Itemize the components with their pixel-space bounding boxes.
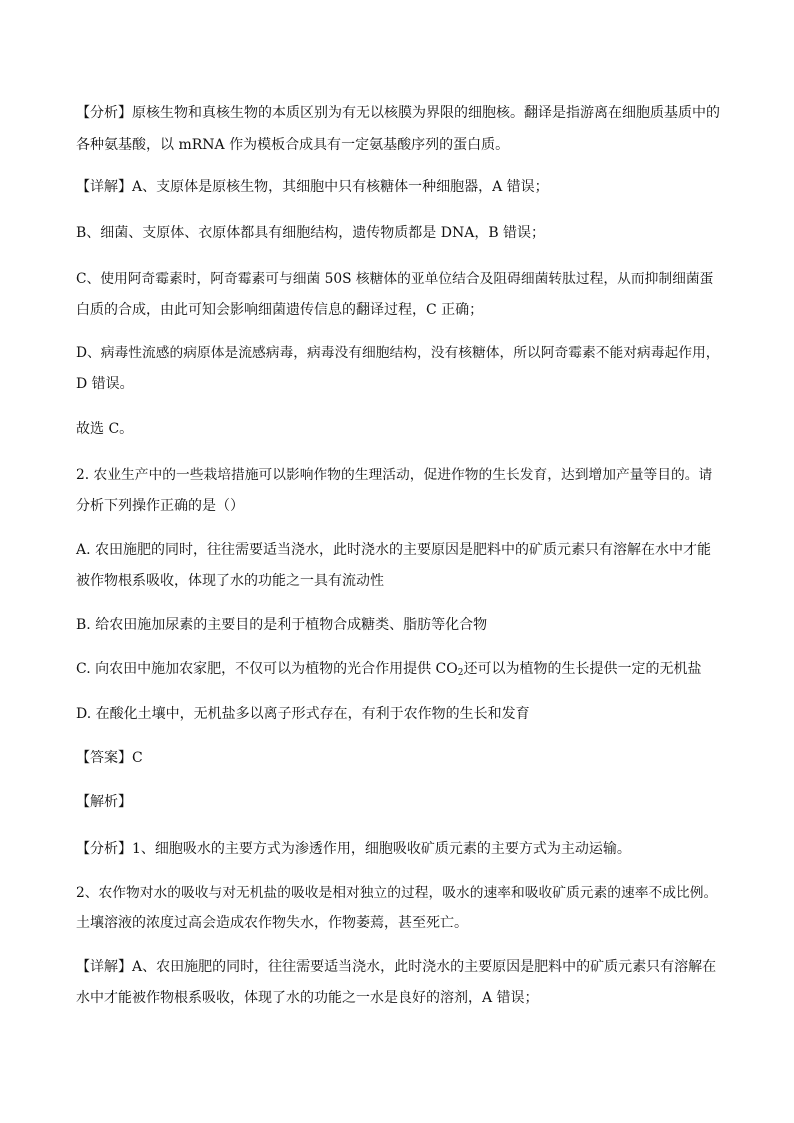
option-a-line-1: A. 农田施肥的同时，往往需要适当浇水，此时浇水的主要原因是肥料中的矿质元素只有溶解在水中才能 xyxy=(76,542,712,558)
detail-2-line-1: 【详解】A、农田施肥的同时，往往需要适当浇水，此时浇水的主要原因是肥料中的矿质元素只有溶解在 xyxy=(76,959,717,975)
option-c-subscript: 2 xyxy=(457,668,464,678)
question-2-line-2: 分析下列操作正确的是（） xyxy=(76,498,244,514)
option-a-line-2: 被作物根系吸收，体现了水的功能之一具有流动性 xyxy=(76,573,384,589)
option-b-line: B. 给农田施加尿素的主要目的是利于植物合成糖类、脂肪等化合物 xyxy=(76,617,488,633)
detail-c-line-1: C、使用阿奇霉素时，阿奇霉素可与细菌 50S 核糖体的亚单位结合及阻碍细菌转肽过程，从而抑制细菌蛋 xyxy=(76,271,714,287)
detail-d-line-1: D、病毒性流感的病原体是流感病毒，病毒没有细胞结构，没有核糖体，所以阿奇霉素不能对病毒起作用， xyxy=(76,345,720,361)
detail-c-line-2: 白质的合成，由此可知会影响细菌遗传信息的翻译过程，C 正确； xyxy=(76,302,484,318)
choose-line: 故选 C。 xyxy=(76,421,134,437)
detail-2-line-2: 水中才能被作物根系吸收，体现了水的功能之一水是良好的溶剂，A 错误； xyxy=(76,990,539,1006)
option-d-line: D. 在酸化土壤中，无机盐多以离子形式存在，有利于农作物的生长和发育 xyxy=(76,706,530,722)
detail-b-line: B、细菌、支原体、衣原体都具有细胞结构，遗传物质都是 DNA，B 错误； xyxy=(76,225,546,241)
analysis-2b-line-2: 土壤溶液的浓度过高会造成农作物失水，作物萎蔫，甚至死亡。 xyxy=(76,915,468,931)
option-c-text-pre: C. 向农田中施加农家肥，不仅可以为植物的光合作用提供 CO xyxy=(76,661,458,677)
detail-a-line: 【详解】A、支原体是原核生物，其细胞中只有核糖体一种细胞器，A 错误； xyxy=(76,179,549,195)
question-2-line-1: 2. 农业生产中的一些栽培措施可以影响作物的生理活动，促进作物的生长发育，达到增加产量等目的。请 xyxy=(76,467,713,483)
analysis-line-2: 各种氨基酸，以 mRNA 作为模板合成具有一定氨基酸序列的蛋白质。 xyxy=(76,137,510,153)
jiexi-heading: 【解析】 xyxy=(76,794,132,810)
analysis-2-line: 【分析】1、细胞吸水的主要方式为渗透作用，细胞吸收矿质元素的主要方式为主动运输。 xyxy=(76,841,631,857)
option-c-text-post: 还可以为植物的生长提供一定的无机盐 xyxy=(463,661,702,677)
analysis-line-1: 【分析】原核生物和真核生物的本质区别为有无以核膜为界限的细胞核。翻译是指游离在细胞质基质中的 xyxy=(76,105,720,121)
answer-line: 【答案】C xyxy=(76,750,143,766)
option-c-line xyxy=(76,660,720,678)
detail-d-line-2: D 错误。 xyxy=(76,376,134,392)
analysis-2b-line-1: 2、农作物对水的吸收与对无机盐的吸收是相对独立的过程，吸水的速率和吸收矿质元素的速率不成比例。 xyxy=(76,885,718,901)
